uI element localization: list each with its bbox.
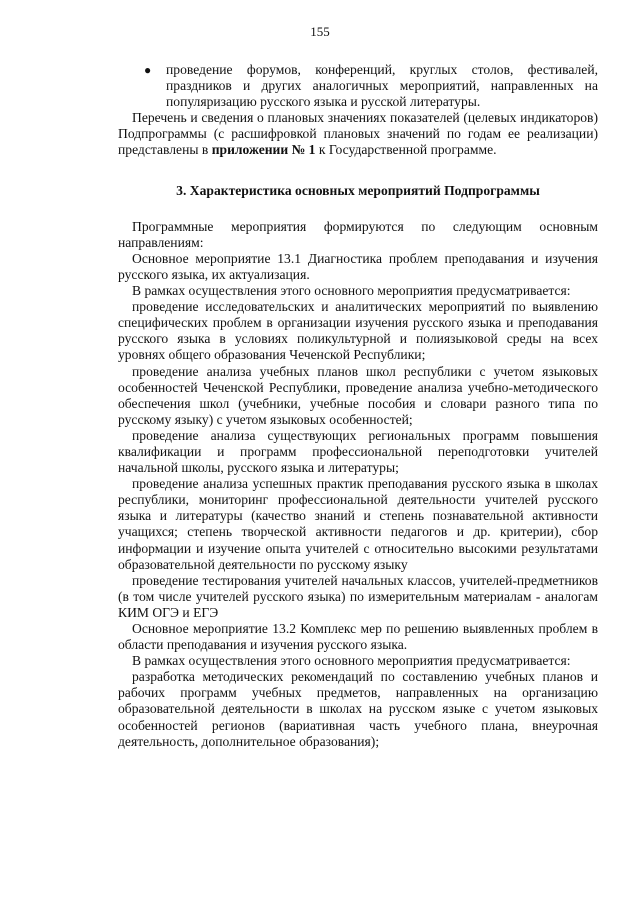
paragraph: Основное мероприятие 13.2 Комплекс мер по решению выявленных проблем в области преподавания и изучения русского языка. <box>118 621 598 653</box>
page-content <box>118 62 598 750</box>
intro-text-end: к Государственной программе. <box>315 142 497 158</box>
paragraph: В рамках осуществления этого основного мероприятия предусматривается: <box>132 653 571 669</box>
paragraph: проведение анализа учебных планов школ республики с учетом языковых особенностей Чеченской Республики, проведение анализа учебно-методического обеспечения школ (учебники, учебные пособия и словари разного типа по русскому языку) с учетом языковых особенностей; <box>118 363 598 427</box>
intro-text-start: Перечень и сведения о плановых значениях показателей (целевых индикаторов) Подпрограммы (с расшифровкой плановых значений по годам ее реализации) представлены в <box>118 110 598 158</box>
paragraph: Основное мероприятие 13.1 Диагностика проблем преподавания и изучения русского языка, их актуализация. <box>118 250 598 282</box>
paragraph: проведение анализа успешных практик преподавания русского языка в школах республики, мониторинг профессиональной деятельности учителей русского языка и литературы (качество знаний и степень познавательной активности учащихся; степень творческой активности педагогов и др. критерии), сбор информации и изучение опыта учителей с относительно высокими результатами образовательной деятельности по русскому языку <box>118 476 598 572</box>
bullet-icon: ● <box>144 63 152 77</box>
page-number: 155 <box>310 24 330 39</box>
paragraph: проведение исследовательских и аналитических мероприятий по выявлению специфических проблем в организации изучения русского языка и преподавания русского языка в условиях поликультурной и полиязыковой среды на всех уровнях общего образования Чеченской Республики; <box>118 299 598 363</box>
bullet-list-item <box>144 62 598 110</box>
paragraph: проведение тестирования учителей начальных классов, учителей-предметников (в том числе учителей русского языка) по измерительным материалам - аналогам КИМ ОГЭ и ЕГЭ <box>118 572 598 620</box>
bullet-text: проведение форумов, конференций, круглых столов, фестивалей, праздников и других аналогичных мероприятий, направленных на популяризацию русского языка и русской литературы. <box>166 62 598 110</box>
paragraph: проведение анализа существующих региональных программ повышения квалификации и программ профессиональной переподготовки учителей начальной школы, русского языка и литературы; <box>118 427 598 476</box>
paragraph: Программные мероприятия формируются по следующим основным направлениям: <box>118 218 598 250</box>
intro-paragraph <box>118 110 598 158</box>
paragraph: разработка методических рекомендаций по составлению учебных планов и рабочих программ учебных предметов, направленных на организацию образовательной деятельности в школах на русском языке с учетом языковых особенностей регионов (вариативная часть учебного плана, внеурочная деятельность, дополнительное образования); <box>118 669 598 749</box>
appendix-reference: приложении № 1 <box>211 142 316 158</box>
section-heading: 3. Характеристика основных мероприятий Подпрограммы <box>176 182 540 198</box>
paragraph: В рамках осуществления этого основного мероприятия предусматривается: <box>132 283 571 299</box>
